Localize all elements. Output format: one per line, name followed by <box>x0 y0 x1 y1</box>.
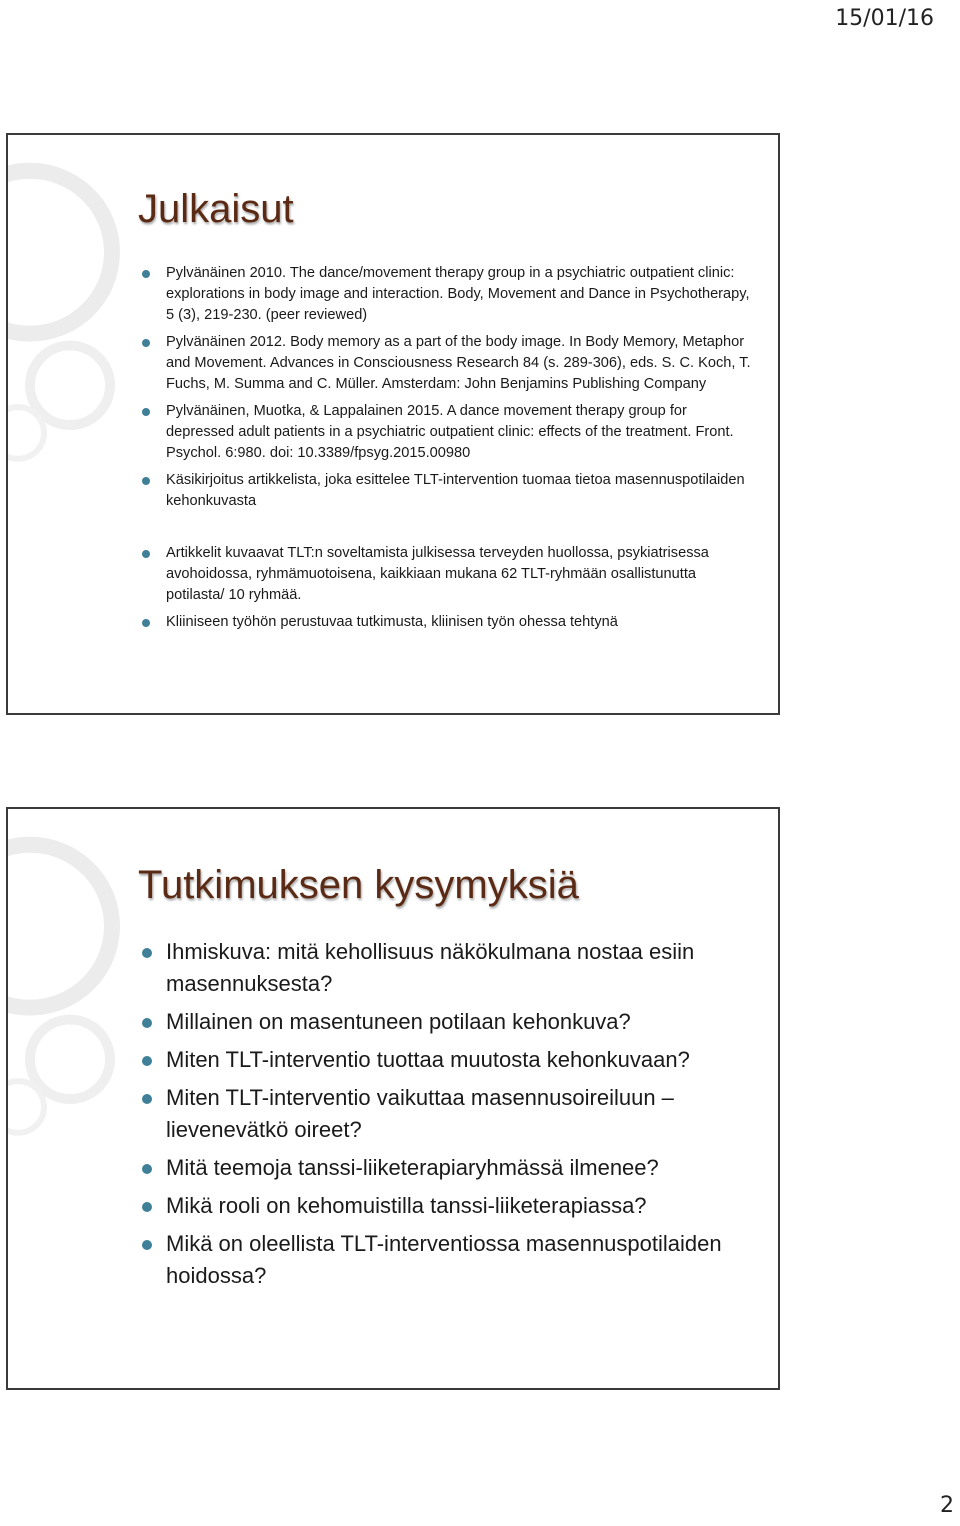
bullet-list <box>140 936 756 1298</box>
slide-research-questions <box>6 807 780 1390</box>
list-item: Mitä teemoja tanssi-liiketerapiaryhmässä ilmenee? <box>140 1152 756 1184</box>
decorative-circles <box>8 135 128 713</box>
list-item: Mikä on oleellista TLT-interventiossa masennuspotilaiden hoidossa? <box>140 1228 756 1292</box>
list-item: Ihmiskuva: mitä kehollisuus näkökulmana nostaa esiin masennuksesta? <box>140 936 756 1000</box>
bullet-icon <box>142 550 150 558</box>
slide-publications <box>6 133 780 715</box>
document-date: 15/01/16 <box>835 6 934 31</box>
page-number: 2 <box>940 1493 954 1518</box>
bullet-icon <box>142 1094 152 1104</box>
slide-title: Tutkimuksen kysymyksiä <box>138 863 579 907</box>
bullet-icon <box>142 1056 152 1066</box>
bullet-icon <box>142 270 150 278</box>
list-item: Artikkelit kuvaavat TLT:n soveltamista julkisessa terveyden huollossa, psykiatrisessa avohoidossa, ryhmämuotoisena, kaikkiaan mukana 62 TLT-ryhmään osallistunutta potilasta/ 10 ryhmää. <box>140 543 756 606</box>
list-item: Millainen on masentuneen potilaan kehonkuva? <box>140 1006 756 1038</box>
bullet-icon <box>142 1018 152 1028</box>
list-item: Pylvänäinen 2012. Body memory as a part of the body image. In Body Memory, Metaphor and Movement. Advances in Consciousness Research 84 (s. 289-306), eds. S. C. Koch, T. Fuchs, M. Summa and C. Müller. Amsterdam: John Benjamins Publishing Company <box>140 332 756 395</box>
list-item: Pylvänäinen, Muotka, & Lappalainen 2015. A dance movement therapy group for depressed adult patients in a psychiatric outpatient clinic: effects of the treatment. Front. Psychol. 6:980. doi: 10.3389/fpsyg.2015.00980 <box>140 401 756 464</box>
bullet-icon <box>142 408 150 416</box>
decorative-circles <box>8 809 128 1388</box>
list-item: Miten TLT-interventio vaikuttaa masennusoireiluun – lievenevätkö oireet? <box>140 1082 756 1146</box>
bullet-icon <box>142 1240 152 1250</box>
bullet-icon <box>142 948 152 958</box>
bullet-icon <box>142 339 150 347</box>
bullet-list <box>140 263 756 639</box>
list-item: Käsikirjoitus artikkelista, joka esittelee TLT-intervention tuomaa tietoa masennuspotilaiden kehonkuvasta <box>140 470 756 512</box>
slide-title: Julkaisut <box>138 187 294 231</box>
list-item: Kliiniseen työhön perustuvaa tutkimusta, kliinisen työn ohessa tehtynä <box>140 612 756 633</box>
bullet-icon <box>142 619 150 627</box>
list-item: Pylvänäinen 2010. The dance/movement therapy group in a psychiatric outpatient clinic: explorations in body image and interaction. Body, Movement and Dance in Psychotherapy, 5 (3), 219-230. (peer reviewed) <box>140 263 756 326</box>
bullet-icon <box>142 1164 152 1174</box>
list-item: Miten TLT-interventio tuottaa muutosta kehonkuvaan? <box>140 1044 756 1076</box>
bullet-icon <box>142 477 150 485</box>
bullet-icon <box>142 1202 152 1212</box>
list-item: Mikä rooli on kehomuistilla tanssi-liiketerapiassa? <box>140 1190 756 1222</box>
